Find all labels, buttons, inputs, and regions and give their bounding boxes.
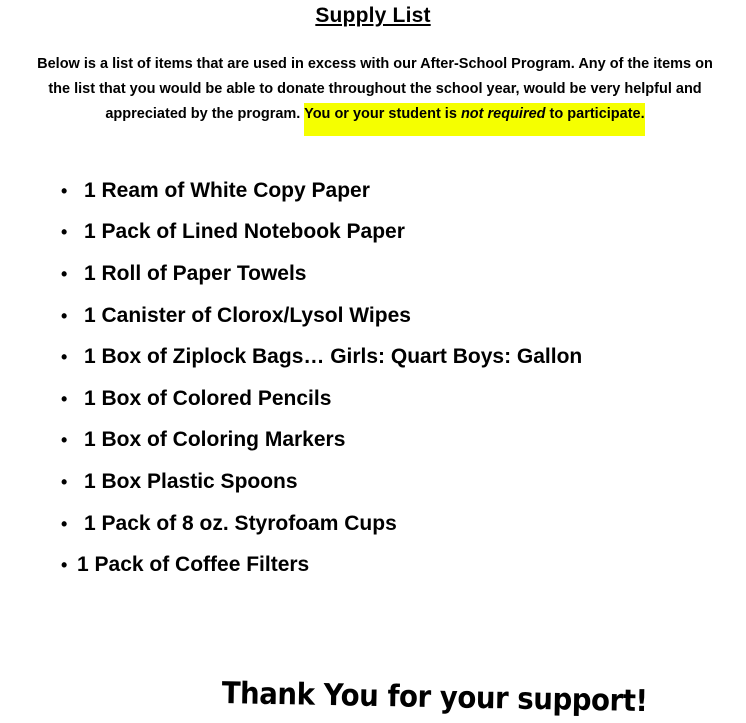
notice-emphasis: not required	[460, 106, 546, 122]
intro-paragraph	[30, 52, 720, 127]
thank-you-message: Thank You for your support!	[221, 676, 648, 720]
list-item-text: 1 Box Plastic Spoons	[84, 470, 298, 493]
list-item-text: 1 Box of Colored Pencils	[84, 387, 332, 410]
list-item-text: 1 Pack of Coffee Filters	[77, 553, 310, 576]
list-item-text: 1 Box of Coloring Markers	[84, 428, 346, 451]
list-item-text: 1 Ream of White Copy Paper	[84, 179, 370, 202]
page-title: Supply List	[315, 4, 431, 27]
bullet-icon: •	[61, 264, 68, 284]
list-item-text: 1 Pack of 8 oz. Styrofoam Cups	[84, 512, 397, 535]
bullet-icon: •	[61, 514, 68, 534]
bullet-icon: •	[61, 430, 68, 450]
bullet-icon: •	[61, 347, 68, 367]
bullet-icon: •	[61, 181, 68, 201]
list-item-text: 1 Canister of Clorox/Lysol Wipes	[84, 304, 411, 327]
intro-text: Below is a list of items that are used in excess with our After-School Program. Any of the items on the list that you would be able to donate throughout the school year, would be very helpful and appreciated by the program.	[37, 56, 713, 122]
bullet-icon: •	[61, 389, 68, 409]
notice-text-after: to participate.	[545, 106, 645, 122]
bullet-icon: •	[61, 555, 68, 575]
notice-text-before: You or your student is	[304, 106, 461, 122]
bullet-icon: •	[61, 306, 68, 326]
bullet-icon: •	[61, 222, 68, 242]
bullet-icon: •	[61, 472, 68, 492]
highlighted-notice	[304, 103, 645, 136]
list-item-text: 1 Pack of Lined Notebook Paper	[84, 220, 405, 243]
list-item-text: 1 Roll of Paper Towels	[84, 262, 307, 285]
list-item-text: 1 Box of Ziplock Bags… Girls: Quart Boys: Gallon	[84, 345, 583, 368]
